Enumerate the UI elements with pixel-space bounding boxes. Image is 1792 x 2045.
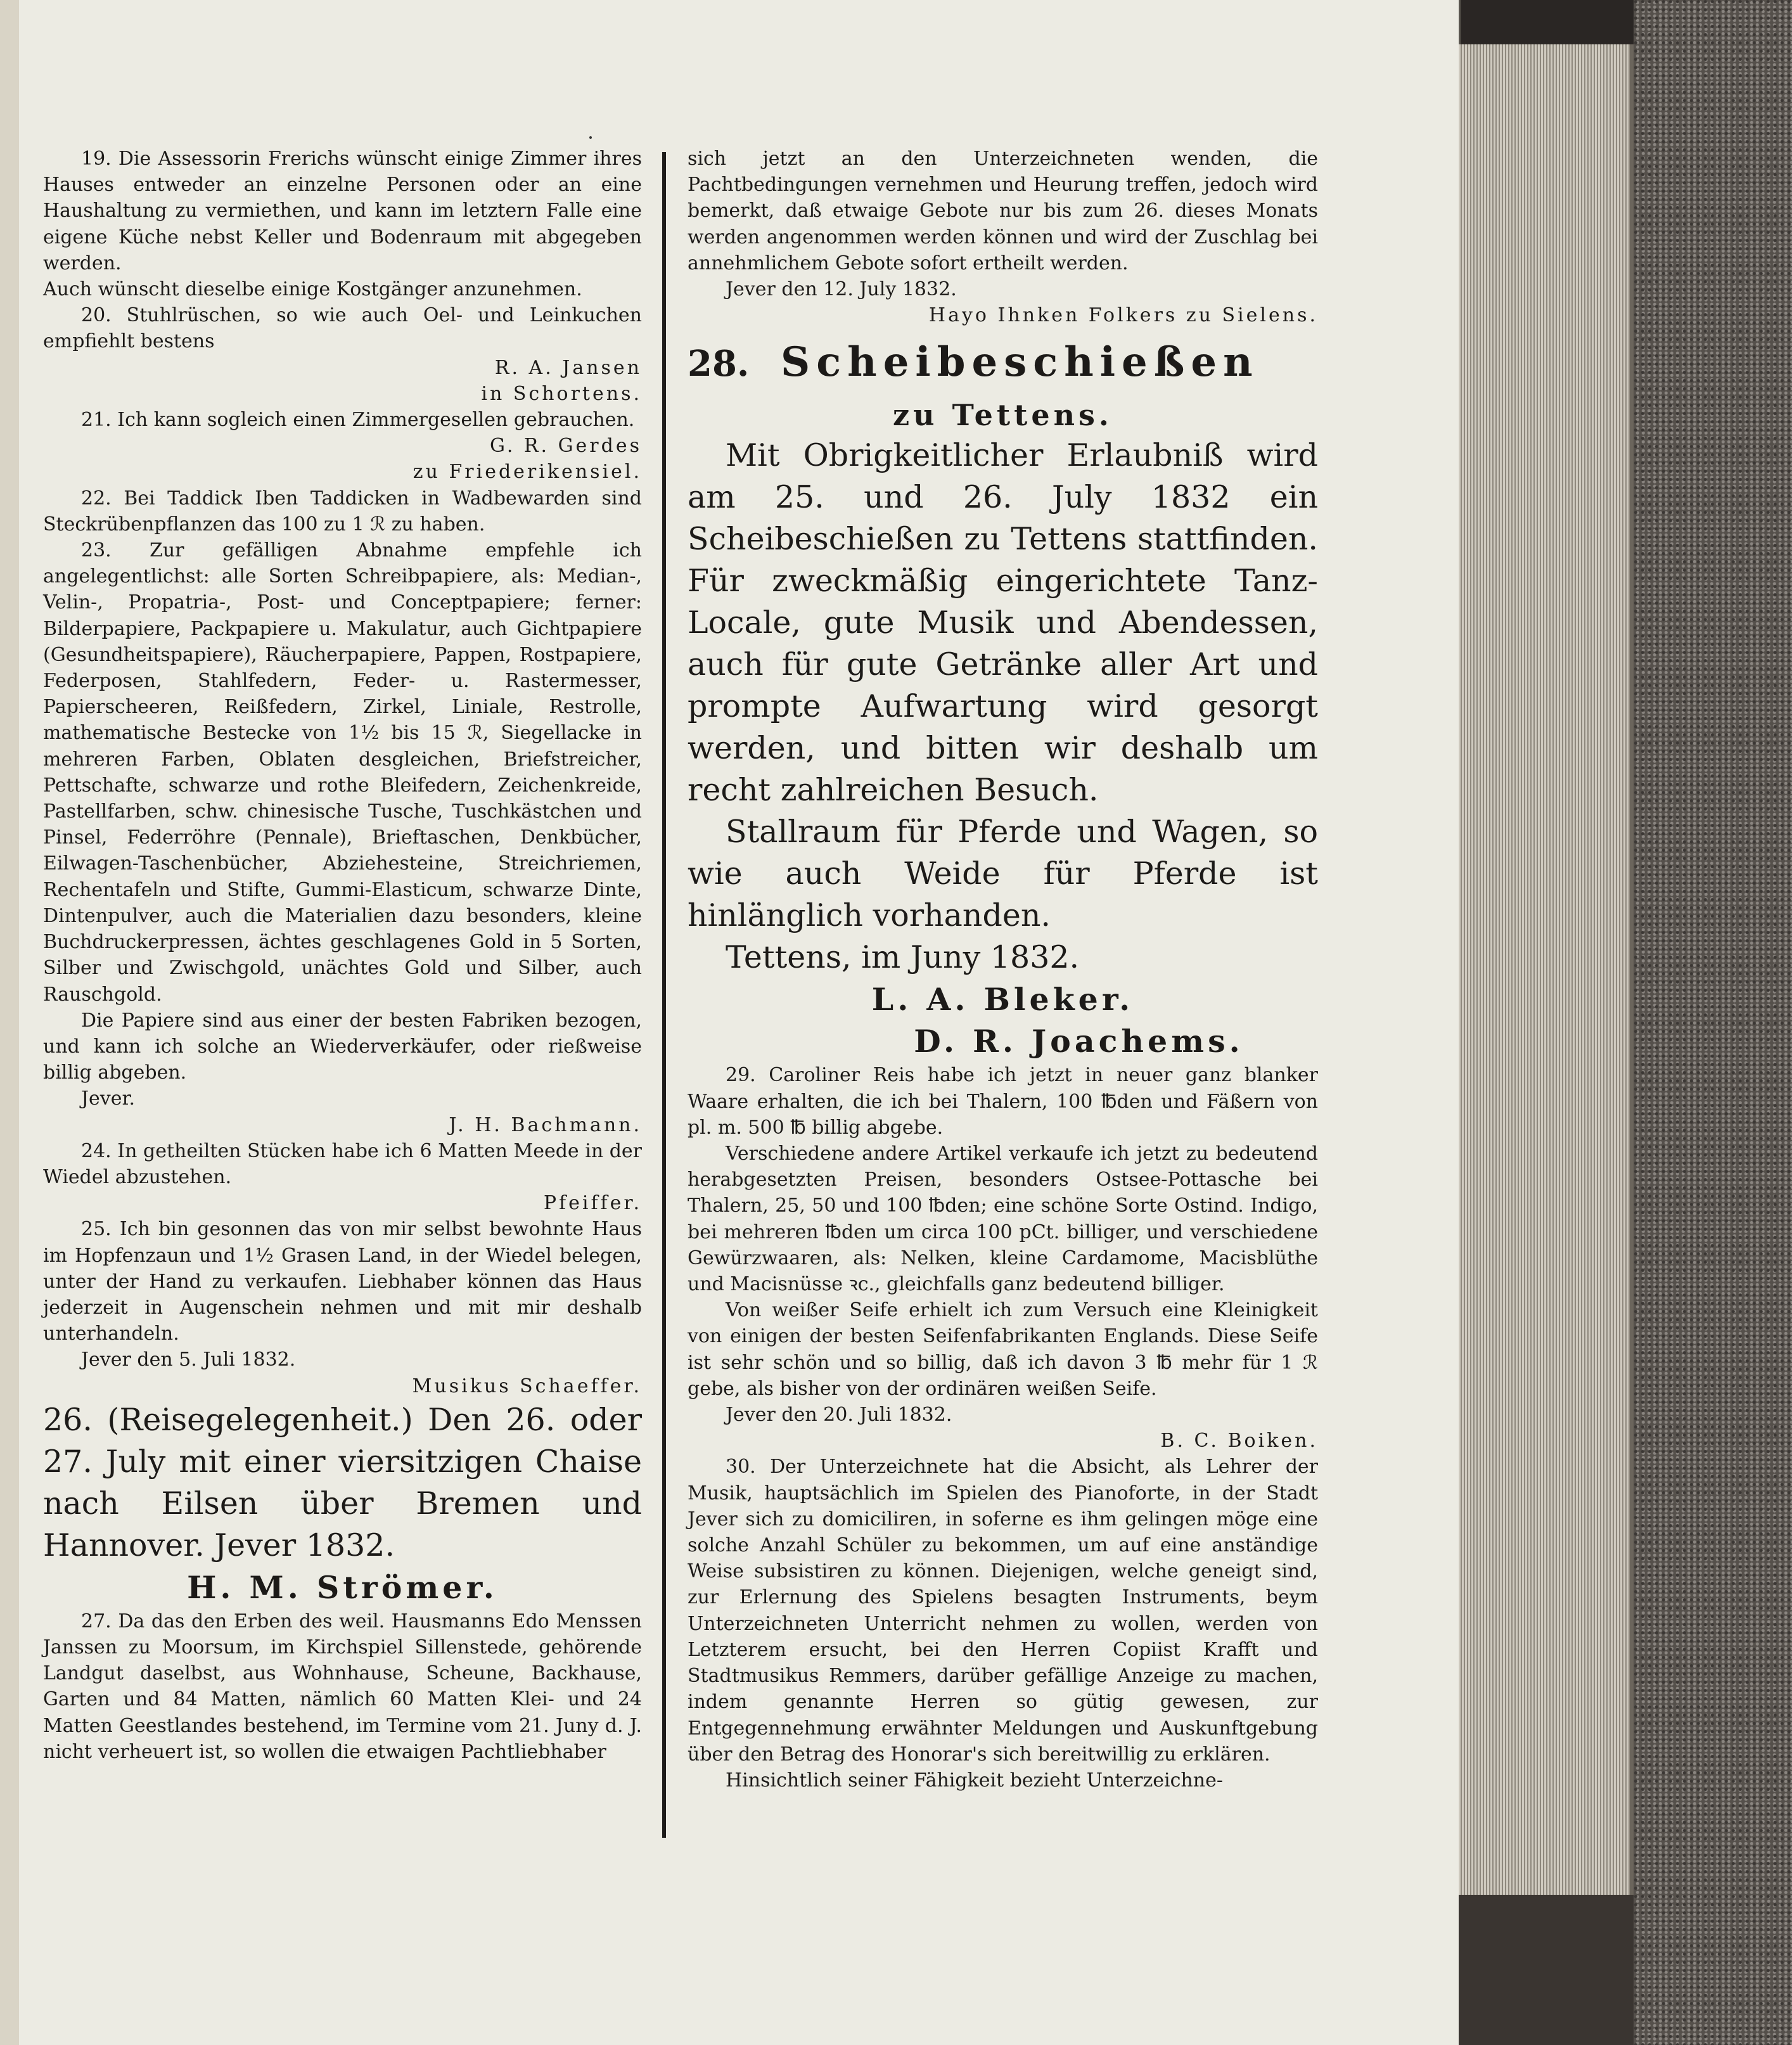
facing-page-edge <box>0 0 19 2045</box>
book-page-edges <box>1459 44 1634 1895</box>
notice-28-signature-2: D. R. Joachems. <box>914 1023 1244 1060</box>
printer-dot <box>589 136 592 139</box>
notice-29-soap: Von weißer Seife erhielt ich zum Versuch eine Kleinigkeit von einigen der besten Seifenfabrikanten Englands. Diese Seife ist sehr schön und so billig, daß ich davon 3 ℔ mehr für 1 ℛ gebe, als bisher von der ordinären weißen Seife. <box>688 1299 1318 1400</box>
notice-30-continued: Hinsichtlich seiner Fähigkeit bezieht Unterzeichne- <box>726 1769 1223 1792</box>
right-column <box>688 146 1318 1793</box>
notice-20: 20. Stuhlrüschen, so wie auch Oel- und Leinkuchen empfiehlt bestens <box>43 304 642 353</box>
notice-26-signature: H. M. Strömer. <box>187 1568 498 1606</box>
notice-28-heading <box>688 337 1318 395</box>
notice-19: 19. Die Assessorin Frerichs wünscht einige Zimmer ihres Hauses entweder an einzelne Personen oder an eine Haushaltung zu vermiethen, und kann im letztern Falle eine eigene Küche nebst Keller und Bodenraum mit abgegeben werden. <box>43 148 642 274</box>
book-board-bottom <box>1459 1895 1634 2045</box>
notice-29: 29. Caroliner Reis habe ich jetzt in neuer ganz blanker Waare erhalten, die ich bei Thalern, 100 ℔den und Fäßern von pl. m. 500 ℔ billig abgebe. <box>688 1064 1318 1139</box>
notice-20-signature: R. A. Jansen <box>494 356 642 379</box>
notice-28-date: Tettens, im Juny 1832. <box>726 939 1080 976</box>
notice-28-title: Scheibeschießen <box>780 338 1259 387</box>
notice-19-addendum: Auch wünscht dieselbe einige Kostgänger anzunehmen. <box>43 278 582 301</box>
notice-30: 30. Der Unterzeichnete hat die Absicht, als Lehrer der Musik, hauptsächlich im Spielen des Pianoforte, in der Stadt Jever sich zu domiciliren, in soferne es ihm gelingen möge eine solche Anzahl Schüler zu bekommen, um auf eine anständige Weise subsistiren zu können. Diejenigen, welche geneigt sind, zur Erlernung des Spielens besagten Instruments, beym Unterzeichneten Unterricht nehmen zu wollen, werden von Letzterem ersucht, bei den Herren Copiist Krafft und Stadtmusikus Remmers, darüber gefällige Anzeige zu machen, indem genannte Herren so gütig gewesen, zur Entgegennehmung erwähnter Meldungen und Auskunftgebung über den Betrag des Honorar's sich bereitwillig zu erklären. <box>688 1456 1318 1766</box>
notice-27: 27. Da das den Erben des weil. Hausmanns Edo Menssen Janssen zu Moorsum, im Kirchspiel Sillenstede, gehörende Landgut daselbst, aus Wohnhause, Scheune, Backhause, Garten und 84 Matten, nämlich 60 Matten Klei- und 24 Matten Geestlandes bestehend, im Termine vom 21. Juny d. J. nicht verheuert ist, so wollen die etwaigen Pachtliebhaber <box>43 1610 642 1763</box>
newspaper-page <box>19 0 1461 2045</box>
notice-22: 22. Bei Taddick Iben Taddicken in Wadbewarden sind Steckrübenpflanzen das 100 zu 1 ℛ zu haben. <box>43 487 642 535</box>
notice-23-place: Jever. <box>81 1087 136 1110</box>
notice-21-signature: G. R. Gerdes <box>489 435 642 458</box>
notice-29-date: Jever den 20. Juli 1832. <box>726 1404 952 1426</box>
notice-24-signature: Pfeiffer. <box>543 1192 642 1215</box>
notice-21: 21. Ich kann sogleich einen Zimmergesellen gebrauchen. <box>81 409 635 432</box>
background-top-right <box>1521 0 1634 44</box>
notice-29-articles: Verschiedene andere Artikel verkaufe ich jetzt zu bedeutend herabgesetzten Preisen, besonders Ostsee-Pottasche bei Thalern, 25, 50 und 100 ℔den; eine schöne Sorte Ostind. Indigo, bei mehreren ℔den um circa 100 pCt. billiger, und verschiedene Gewürzwaaren, als: Nelken, kleine Cardamome, Macisblüthe und Macisnüsse ꝛc., gleichfalls ganz bedeutend billiger. <box>688 1143 1318 1296</box>
notice-27-date: Jever den 12. July 1832. <box>726 278 957 301</box>
notice-28-body: Mit Obrigkeitlicher Erlaubniß wird am 25. und 26. July 1832 ein Scheibeschießen zu Tettens stattfinden. Für zweckmäßig eingerichtete Tanz-Locale, gute Musik und Abendessen, auch für gute Getränke aller Art und prompte Aufwartung wird gesorgt werden, und bitten wir deshalb um recht zahlreichen Besuch. <box>688 437 1318 809</box>
notice-27-signature: Hayo Ihnken Folkers zu Sielens. <box>928 304 1318 327</box>
notice-29-signature: B. C. Boiken. <box>1160 1430 1318 1452</box>
notice-21-place: zu Friederikensiel. <box>413 461 642 484</box>
notice-28-stables: Stallraum für Pferde und Wagen, so wie auch Weide für Pferde ist hinlänglich vorhanden. <box>688 814 1318 934</box>
notice-25-signature: Musikus Schaeffer. <box>412 1375 642 1397</box>
notice-26: 26. (Reisegelegenheit.) Den 26. oder 27. July mit einer viersitzigen Chaise nach Eilsen über Bremen und Hannover. Jever 1832. <box>43 1401 642 1563</box>
column-divider <box>662 152 666 1838</box>
notice-23-papers: Die Papiere sind aus einer der besten Fabriken bezogen, und kann ich solche an Wiederverkäufer, oder rießweise billig abgeben. <box>43 1009 642 1084</box>
notice-28-signature-1: L. A. Bleker. <box>871 981 1134 1018</box>
notice-28-subtitle: zu Tettens. <box>893 398 1113 433</box>
left-column <box>43 146 642 1765</box>
notice-27-continued: sich jetzt an den Unterzeichneten wenden, die Pachtbedingungen vernehmen und Heurung treffen, jedoch wird bemerkt, daß etwaige Gebote nur bis zum 26. dieses Monats werden angenommen werden können und wird der Zuschlag bei annehmlichem Gebote sofort ertheilt werden. <box>688 148 1318 274</box>
notice-20-place: in Schortens. <box>481 382 642 405</box>
notice-28-number: 28. <box>688 343 750 385</box>
notice-24: 24. In getheilten Stücken habe ich 6 Matten Meede in der Wiedel abzustehen. <box>43 1139 642 1188</box>
notice-23: 23. Zur gefälligen Abnahme empfehle ich angelegentlichst: alle Sorten Schreibpapiere, als: Median-, Velin-, Propatria-, Post- und Conceptpapiere; ferner: Bilderpapiere, Packpapiere u. Makulatur, auch Gichtpapiere (Gesundheitspapiere), Räucherpapiere, Pappen, Rostpapiere, Federposen, Stahlfedern, Feder- u. Rastermesser, Papierscheeren, Reißfedern, Zirkel, Liniale, Restrolle, mathematische Bestecke von 1½ bis 15 ℛ, Siegellacke in mehreren Farben, Oblaten desgleichen, Briefstreicher, Pettschafte, schwarze und rothe Bleifedern, Zeichenkreide, Pastellfarben, schw. chinesische Tusche, Tuschkästchen und Pinsel, Federröhre (Pennale), Brieftaschen, Denkbücher, Eilwagen-Taschenbücher, Abziehesteine, Streichriemen, Rechentafeln und Stifte, Gummi-Elasticum, schwarze Dinte, Dintenpulver, auch die Materialien dazu besonders, kleine Buchdruckerpressen, ächtes geschlagenes Gold in 5 Sorten, Silber und Zwischgold, unächtes Gold und Silber, auch Rauschgold. <box>43 539 642 1006</box>
notice-25-date: Jever den 5. Juli 1832. <box>81 1349 296 1371</box>
notice-25: 25. Ich bin gesonnen das von mir selbst bewohnte Haus im Hopfenzaun und 1½ Grasen Land, in der Wiedel belegen, unter der Hand zu verkaufen. Liebhaber können das Haus jederzeit in Augenschein nehmen und mit mir deshalb unterhandeln. <box>43 1218 642 1345</box>
book-cover <box>1634 0 1792 2045</box>
notice-23-signature: J. H. Bachmann. <box>449 1113 642 1136</box>
